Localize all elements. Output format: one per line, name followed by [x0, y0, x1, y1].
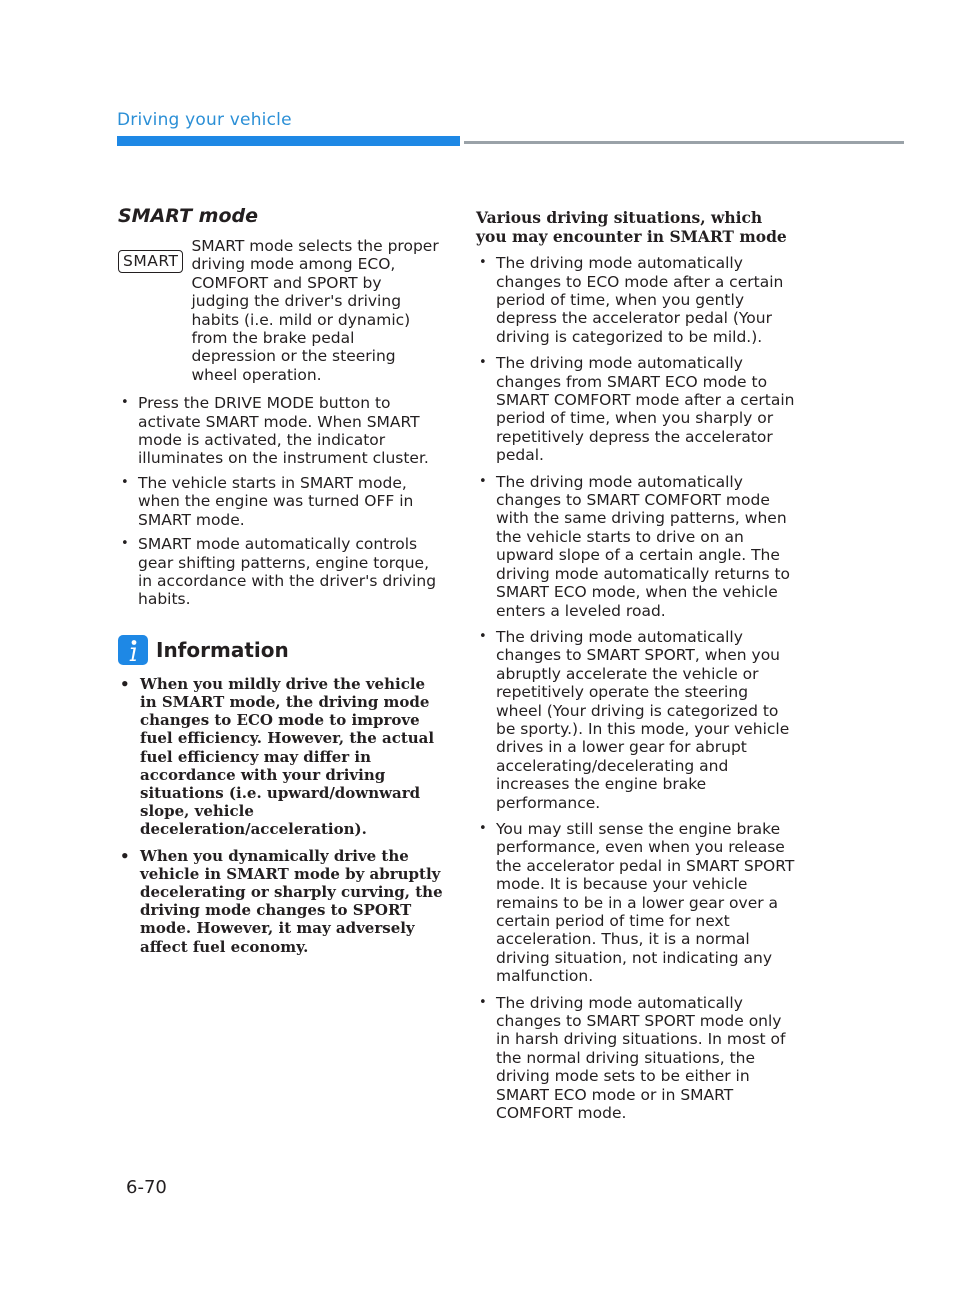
list-item: • You may still sense the engine brake performance, even when you release the accelerator pedal in SMART SPORT mode. It is because your vehicle remains to be in a lower gear over a certain period of time for next acceleration. Thus, it is a normal driving situation, not indicating any malfunction.	[476, 820, 796, 986]
left-column	[118, 205, 443, 964]
list-item: • The driving mode automatically changes from SMART ECO mode to SMART COMFORT mode after a certain period of time, when you sharply or repetitively depress the accelerator pedal.	[476, 354, 796, 464]
smart-mode-bullet-list	[118, 394, 443, 608]
list-item: • The driving mode automatically changes to SMART SPORT mode only in harsh driving situations. In most of the normal driving situations, the driving mode sets to be either in SMART ECO mode or in SMART COMFORT mode.	[476, 994, 796, 1123]
smart-mode-heading: SMART mode	[118, 205, 258, 227]
information-header	[118, 635, 443, 665]
page-number: 6-70	[126, 1177, 167, 1198]
smart-indicator-badge: SMART	[118, 250, 183, 273]
list-item: • The driving mode automatically changes to SMART SPORT, when you abruptly accelerate the vehicle or repetitively operate the steering wheel (Your driving is categorized to be sporty.). In this mode, your vehicle drives in a lower gear for abrupt accelerating/decelerating and increases the engine brake performance.	[476, 628, 796, 812]
information-title: Information	[156, 637, 289, 662]
header-rule-gray	[464, 141, 904, 144]
list-item: • The driving mode automatically changes to ECO mode after a certain period of time, when you gently depress the accelerator pedal (Your driving is categorized to be mild.).	[476, 254, 796, 346]
list-item: • When you mildly drive the vehicle in SMART mode, the driving mode changes to ECO mode to improve fuel efficiency. However, the actual fuel efficiency may differ in accordance with your driving situations (i.e. upward/downward slope, vehicle deceleration/acceleration).	[118, 675, 443, 839]
smart-mode-description: SMART mode selects the proper driving mode among ECO, COMFORT and SPORT by judging the driver's driving habits (i.e. mild or dynamic) from the brake pedal depression or the steering wheel operation.	[191, 237, 439, 384]
header-section-title: Driving your vehicle	[117, 110, 292, 130]
information-bullet-list	[118, 675, 443, 956]
list-item: • SMART mode automatically controls gear shifting patterns, engine torque, in accordance with the driver's driving habits.	[118, 535, 443, 609]
header-rule-accent	[117, 136, 460, 146]
list-item: • Press the DRIVE MODE button to activate SMART mode. When SMART mode is activated, the indicator illuminates on the instrument cluster.	[118, 394, 443, 468]
driving-situations-heading: Various driving situations, which you may encounter in SMART mode	[476, 208, 787, 246]
list-item: • The driving mode automatically changes to SMART COMFORT mode with the same driving patterns, when the vehicle starts to drive on an upward slope of a certain angle. The driving mode automatically returns to SMART ECO mode, when the vehicle enters a leveled road.	[476, 473, 796, 620]
driving-situations-list	[476, 254, 796, 1122]
list-item: • When you dynamically drive the vehicle in SMART mode by abruptly decelerating or sharply curving, the driving mode changes to SPORT mode. However, it may adversely affect fuel economy.	[118, 847, 443, 956]
information-icon	[118, 635, 148, 665]
right-column	[476, 209, 796, 1130]
smart-mode-intro	[118, 237, 443, 384]
list-item: • The vehicle starts in SMART mode, when the engine was turned OFF in SMART mode.	[118, 474, 443, 529]
